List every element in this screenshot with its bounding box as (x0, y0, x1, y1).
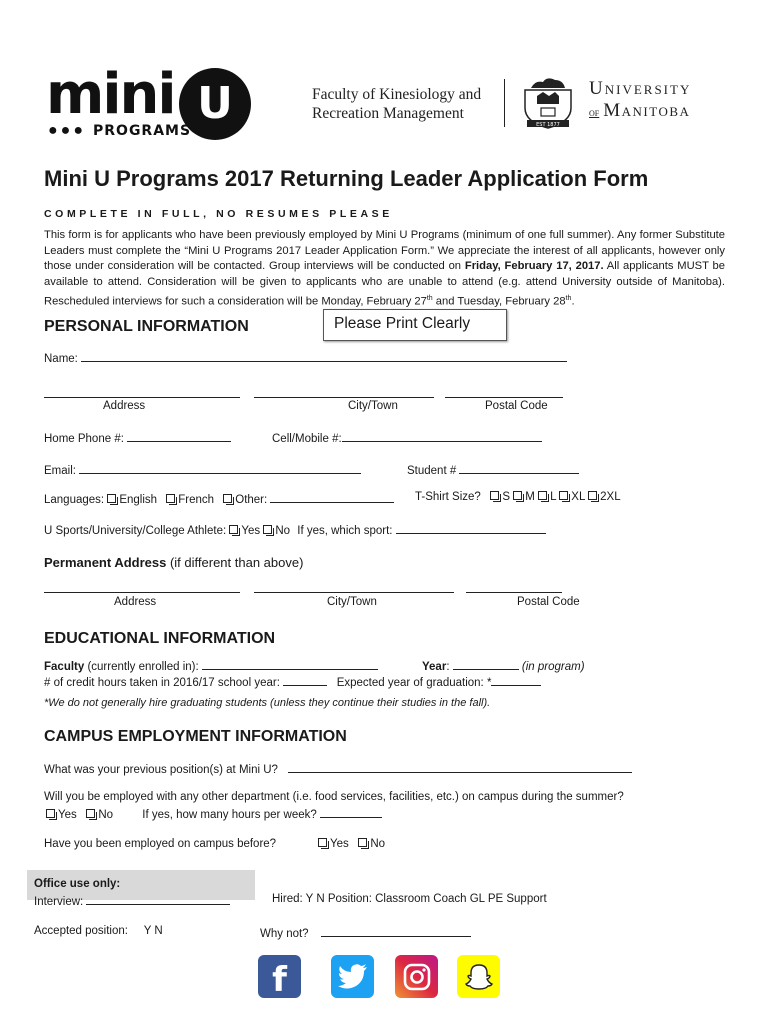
sup-th-1: th (426, 294, 433, 302)
office-use-title: Office use only: (34, 878, 121, 890)
employed-before-question: Have you been employed on campus before? (44, 838, 277, 850)
athlete-yes-checkbox[interactable] (229, 525, 238, 534)
intro-text-3: and Tuesday, February 28 (432, 295, 566, 308)
page-subtitle: COMPLETE IN FULL, NO RESUMES PLEASE (44, 208, 393, 220)
accepted-row (34, 925, 163, 937)
other-language-label: Other: (235, 494, 268, 506)
sport-label: If yes, which sport: (297, 525, 393, 537)
year-suffix: (in program) (521, 661, 585, 673)
email-label: Email: (44, 465, 76, 477)
cell-row (272, 430, 542, 445)
cell-field[interactable] (342, 430, 542, 442)
prev-position-row (44, 761, 632, 776)
employed-before-options (318, 838, 385, 850)
faculty-field[interactable] (202, 658, 378, 670)
credits-field[interactable] (283, 674, 327, 686)
university-crest-icon (517, 74, 579, 130)
permanent-address-heading (44, 555, 303, 570)
instagram-camera-icon (402, 962, 432, 992)
graduating-note: *We do not generally hire graduating students (unless they continue their studies in the fall). (44, 697, 491, 709)
intro-text-1: This form is for applicants who have been previously employed by Mini U Programs (minimum of one full summer). Any former Substitute Leaders must complete the “Mini U Programs 2017 Leader Application Form.” We appreciate the interest of all applicants, however only those under consideration will be contacted. Group interviews will be conducted on (44, 229, 725, 273)
other-dept-question: Will you be employed with any other department (i.e. food services, facilities, etc.) on campus during the summer? (44, 791, 624, 803)
other-dept-no-label: No (98, 809, 114, 821)
snapchat-ghost-icon (464, 962, 494, 992)
sup-th-2: th (565, 294, 572, 302)
personal-info-heading: PERSONAL INFORMATION (44, 318, 249, 335)
employed-no-checkbox[interactable] (358, 838, 367, 847)
education-heading: EDUCATIONAL INFORMATION (44, 630, 276, 647)
french-checkbox[interactable] (166, 494, 175, 503)
size-xl-label: XL (571, 491, 585, 503)
perm-city-field[interactable] (254, 581, 454, 593)
languages-row (44, 491, 394, 506)
interview-row (34, 893, 230, 908)
sport-field[interactable] (396, 522, 546, 534)
interview-date: Friday, February 17, 2017. (464, 260, 604, 273)
permanent-address-bold: Permanent Address (44, 555, 167, 570)
facebook-icon[interactable] (258, 955, 301, 998)
credits-row (44, 674, 541, 689)
other-dept-no-checkbox[interactable] (86, 809, 95, 818)
header-divider (504, 79, 505, 127)
why-not-row (260, 925, 471, 940)
grad-label: Expected year of graduation: * (336, 677, 492, 689)
svg-text:EST 1877: EST 1877 (536, 122, 560, 128)
grad-field[interactable] (491, 674, 541, 686)
twitter-bird-icon (338, 964, 368, 990)
home-phone-row (44, 430, 231, 445)
perm-address-field[interactable] (44, 581, 240, 593)
english-label: English (119, 494, 158, 506)
faculty-note: (currently enrolled in): (84, 661, 199, 673)
credits-label: # of credit hours taken in 2016/17 school year: (44, 677, 280, 689)
year-row (422, 658, 585, 673)
year-label: Year (422, 661, 447, 673)
accepted-options: Y N (143, 925, 163, 937)
faculty-line-2: Recreation Management (312, 105, 464, 122)
perm-postal-label: Postal Code (517, 596, 580, 608)
size-l-checkbox[interactable] (538, 491, 547, 500)
perm-postal-field[interactable] (466, 581, 562, 593)
employed-no-label: No (370, 838, 386, 850)
office-use-box (27, 870, 743, 944)
size-l-label: L (550, 491, 557, 503)
hired-row: Hired: Y N Position: Classroom Coach GL PE Support (272, 893, 547, 905)
prev-position-field[interactable] (288, 761, 632, 773)
intro-text-4: . (571, 295, 575, 308)
size-xl-checkbox[interactable] (559, 491, 568, 500)
email-row (44, 462, 361, 477)
intro-paragraph (44, 228, 725, 310)
email-field[interactable] (79, 462, 361, 474)
postal-label: Postal Code (485, 400, 548, 412)
employed-yes-label: Yes (330, 838, 349, 850)
faculty-name (312, 85, 481, 123)
year-field[interactable] (453, 658, 519, 670)
other-dept-options (46, 806, 382, 821)
interview-label: Interview: (34, 896, 84, 908)
university-of: of (589, 107, 600, 119)
athlete-yes-label: Yes (241, 525, 261, 537)
athlete-no-label: No (275, 525, 291, 537)
athlete-no-checkbox[interactable] (263, 525, 272, 534)
university-wordmark (589, 79, 691, 125)
intro-text-2: All applicants MUST be available to attend. Consideration will be given to applicants who are unable to attend (e.g. attend University outside of Manitoba). Rescheduled interviews for such a consideration will be Monday, February 27 (44, 260, 725, 308)
logo-u-letter: U (197, 78, 233, 129)
university-line-1: University (589, 78, 692, 99)
french-label: French (178, 494, 215, 506)
perm-address-label: Address (114, 596, 157, 608)
student-label: Student # (407, 465, 457, 477)
size-s-checkbox[interactable] (490, 491, 499, 500)
snapchat-icon[interactable] (457, 955, 500, 998)
student-field[interactable] (459, 462, 579, 474)
address-field[interactable] (44, 386, 240, 398)
name-row (44, 350, 567, 365)
logo-dots: ●●● (48, 122, 86, 139)
student-row (407, 462, 579, 477)
facebook-glyph: f (272, 959, 287, 1000)
accepted-label: Accepted position: (34, 925, 128, 937)
languages-label: Languages: (44, 494, 105, 506)
athlete-row (44, 522, 546, 537)
print-clearly-box (323, 309, 507, 341)
athlete-label: U Sports/University/College Athlete: (44, 525, 227, 537)
size-2xl-label: 2XL (600, 491, 621, 503)
home-phone-field[interactable] (127, 430, 231, 442)
faculty-line-1: Faculty of Kinesiology and (312, 86, 482, 103)
address-label: Address (103, 400, 146, 412)
logo-programs: PROGRAMS (93, 123, 192, 139)
faculty-row (44, 658, 378, 673)
faculty-label: Faculty (44, 661, 85, 673)
why-not-label: Why not? (260, 928, 309, 940)
page-title: Mini U Programs 2017 Returning Leader Application Form (44, 166, 649, 191)
why-not-field[interactable] (321, 925, 471, 937)
prev-position-label: What was your previous position(s) at Mini U? (44, 764, 278, 776)
cell-label: Cell/Mobile #: (272, 433, 342, 445)
name-field[interactable] (81, 350, 567, 362)
size-2xl-checkbox[interactable] (588, 491, 597, 500)
year-colon: : (446, 661, 450, 673)
interview-field[interactable] (86, 893, 230, 905)
home-phone-label: Home Phone #: (44, 433, 124, 445)
tshirt-row (415, 491, 621, 503)
postal-field[interactable] (445, 386, 563, 398)
campus-heading: CAMPUS EMPLOYMENT INFORMATION (44, 728, 347, 745)
size-s-label: S (502, 491, 511, 503)
perm-city-label: City/Town (327, 596, 377, 608)
hours-label: If yes, how many hours per week? (142, 809, 317, 821)
city-field[interactable] (254, 386, 434, 398)
instagram-icon[interactable] (395, 955, 438, 998)
logo-wordmark-mini: mini (46, 62, 175, 127)
other-dept-yes-checkbox[interactable] (46, 809, 55, 818)
twitter-icon[interactable] (331, 955, 374, 998)
print-clearly-note: Please Print Clearly (334, 315, 471, 332)
employed-yes-checkbox[interactable] (318, 838, 327, 847)
english-checkbox[interactable] (107, 494, 116, 503)
tshirt-label: T-Shirt Size? (415, 491, 481, 503)
size-m-label: M (525, 491, 535, 503)
university-line-2: Manitoba (603, 100, 691, 121)
other-language-checkbox[interactable] (223, 494, 232, 503)
size-m-checkbox[interactable] (513, 491, 522, 500)
mini-u-logo (46, 62, 256, 140)
other-dept-yes-label: Yes (58, 809, 77, 821)
name-label: Name: (44, 353, 78, 365)
hours-field[interactable] (320, 806, 382, 818)
city-label: City/Town (348, 400, 398, 412)
permanent-address-note: (if different than above) (166, 555, 304, 570)
other-language-field[interactable] (270, 491, 394, 503)
